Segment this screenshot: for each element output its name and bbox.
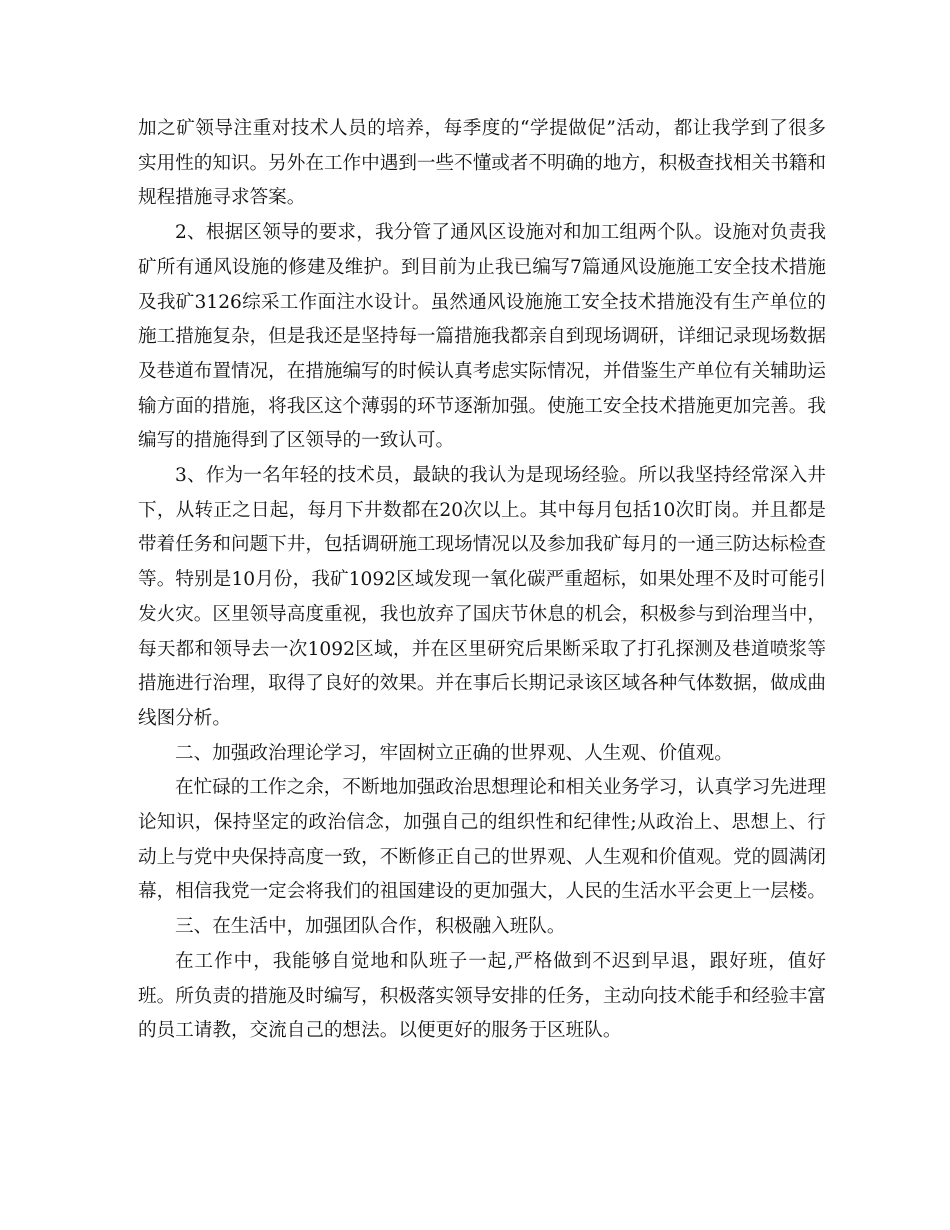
paragraph-teamwork: 在工作中，我能够自觉地和队班子一起,严格做到不迟到早退，跟好班，值好班。所负责的措施及时编写，积极落实领导安排的任务，主动向技术能手和经验丰富的员工请教，交流自己的想法。以便更好的服务于区班队。 xyxy=(138,950,826,1042)
document-body xyxy=(138,112,826,1049)
section-heading-political-study: 二、加强政治理论学习，牢固树立正确的世界观、人生观、价值观。 xyxy=(175,742,733,764)
paragraph-item-3: 3、作为一名年轻的技术员，最缺的我认为是现场经验。所以我坚持经常深入井下，从转正之日起，每月下井数都在20次以上。其中每月包括10次盯岗。并且都是带着任务和问题下井，包括调研施工现场情况以及参加我矿每月的一通三防达标检查等。特别是10月份，我矿1092区域发现一氧化碳严重超标，如果处理不及时可能引发火灾。区里领导高度重视，我也放弃了国庆节休息的机会，积极参与到治理当中，每天都和领导去一次1092区域，并在区里研究后果断采取了打孔探测及巷道喷浆等措施进行治理，取得了良好的效果。并在事后长期记录该区域各种气体数据，做成曲线图分析。 xyxy=(138,465,826,729)
paragraph-item-2: 2、根据区领导的要求，我分管了通风区设施对和加工组两个队。设施对负责我矿所有通风设施的修建及维护。到目前为止我已编写7篇通风设施施工安全技术措施及我矿3126综采工作面注水设计。虽然通风设施施工安全技术措施没有生产单位的施工措施复杂，但是我还是坚持每一篇措施我都亲自到现场调研，详细记录现场数据及巷道布置情况，在措施编写的时候认真考虑实际情况，并借鉴生产单位有关辅助运输方面的措施，将我区这个薄弱的环节逐渐加强。使施工安全技术措施更加完善。我编写的措施得到了区领导的一致认可。 xyxy=(138,222,826,452)
paragraph-continuation: 加之矿领导注重对技术人员的培养，每季度的“学提做促”活动，都让我学到了很多实用性的知识。另外在工作中遇到一些不懂或者不明确的地方，积极查找相关书籍和规程措施寻求答案。 xyxy=(138,118,826,209)
paragraph-political-study: 在忙碌的工作之余，不断地加强政治思想理论和相关业务学习，认真学习先进理论知识，保持坚定的政治信念，加强自己的组织性和纪律性;从政治上、思想上、行动上与党中央保持高度一致，不断修正自己的世界观、人生观和价值观。党的圆满闭幕，相信我党一定会将我们的祖国建设的更加强大，人民的生活水平会更上一层楼。 xyxy=(138,777,826,903)
section-heading-teamwork: 三、在生活中，加强团队合作，积极融入班队。 xyxy=(175,916,566,938)
